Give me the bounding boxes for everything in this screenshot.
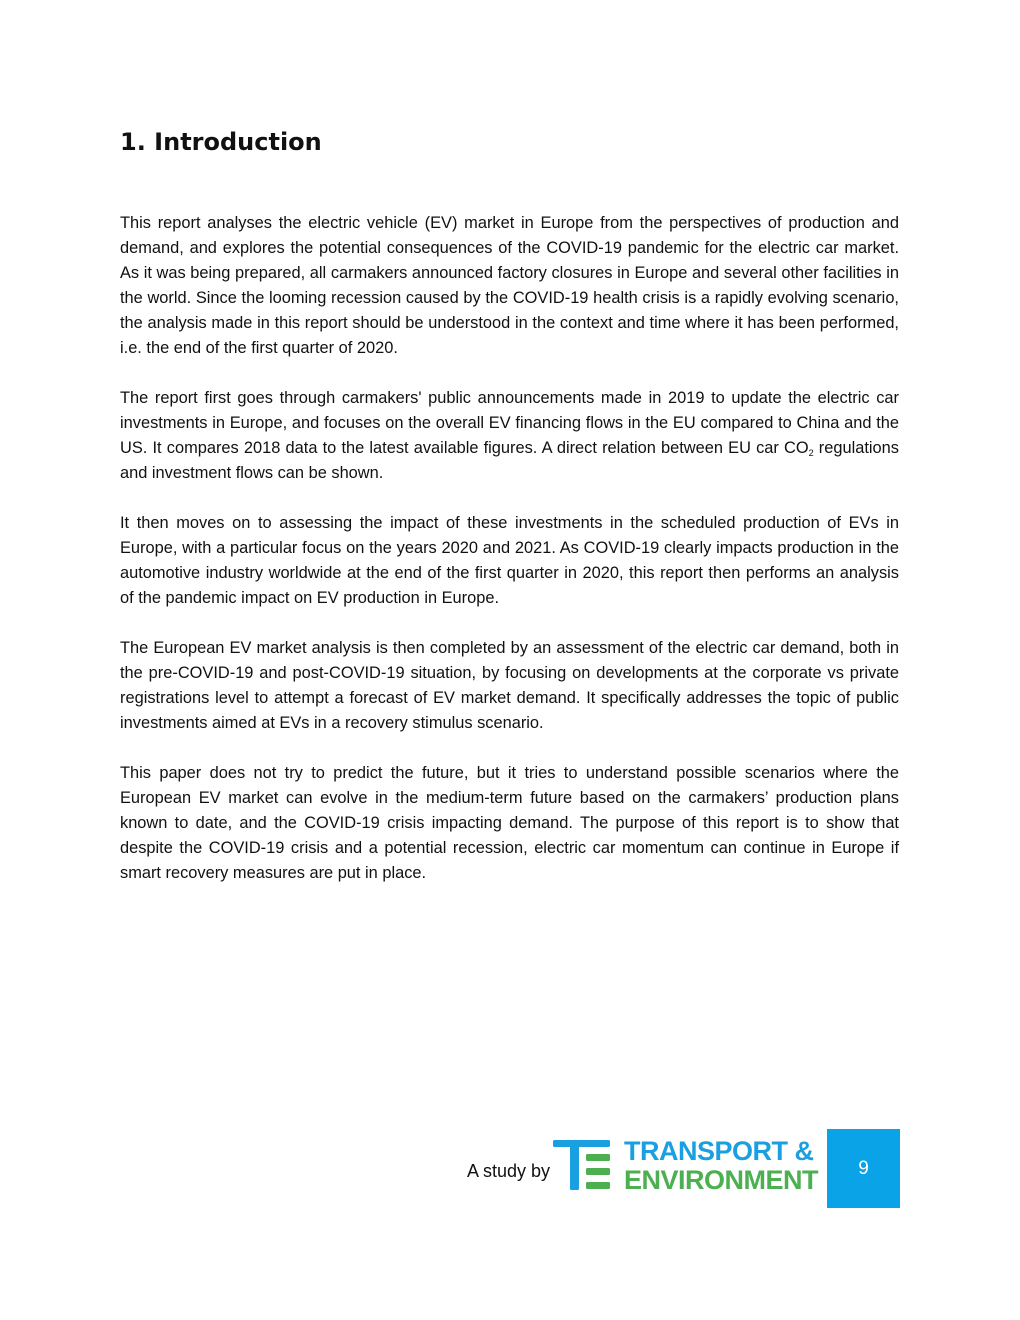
te-logo-icon	[553, 1137, 613, 1193]
paragraph-text: The report first goes through carmakers' public announcements made in 2019 to update the electric car investments in Europe, and focuses on the overall EV financing flows in the EU compared to China and the US. It compares 2018 data to the latest available figures. A direct relation between EU car CO	[120, 389, 899, 457]
paragraph: This paper does not try to predict the future, but it tries to understand possible scenarios where the European EV market can evolve in the medium-term future based on the carmakers’ production plans known to date, and the COVID-19 crisis impacting demand. The purpose of this report is to show that despite the COVID-19 crisis and a potential recession, electric car momentum can continue in Europe if smart recovery measures are put in place.	[120, 764, 899, 882]
te-logo-wordmark	[624, 1137, 818, 1195]
paragraph	[120, 386, 899, 486]
paragraph: It then moves on to assessing the impact of these investments in the scheduled production of EVs in Europe, with a particular focus on the years 2020 and 2021. As COVID-19 clearly impacts production in the automotive industry worldwide at the end of the first quarter in 2020, this report then performs an analysis of the pandemic impact on EV production in Europe.	[120, 514, 899, 607]
subscript: 2	[808, 448, 814, 458]
study-by-label: A study by	[467, 1161, 551, 1181]
paragraph: This report analyses the electric vehicle (EV) market in Europe from the perspectives of production and demand, and explores the potential consequences of the COVID-19 pandemic for the electric car market. As it was being prepared, all carmakers announced factory closures in Europe and several other facilities in the world. Since the looming recession caused by the COVID-19 health crisis is a rapidly evolving scenario, the analysis made in this report should be understood in the context and time where it has been performed, i.e. the end of the first quarter of 2020.	[120, 214, 899, 357]
logo-line-2: ENVIRONMENT	[624, 1165, 819, 1195]
body-text	[120, 211, 899, 911]
page-number: 9	[827, 1129, 900, 1208]
logo-line-1: TRANSPORT &	[624, 1136, 814, 1166]
page-footer	[0, 1129, 1020, 1209]
section-heading: 1. Introduction	[120, 128, 322, 156]
paragraph-text: regulations and investment flows can be shown.	[120, 439, 899, 482]
paragraph: The European EV market analysis is then completed by an assessment of the electric car demand, both in the pre-COVID-19 and post-COVID-19 situation, by focusing on developments at the corporate vs private registrations level to attempt a forecast of EV market demand. It specifically addresses the topic of public investments aimed at EVs in a recovery stimulus scenario.	[120, 639, 899, 732]
